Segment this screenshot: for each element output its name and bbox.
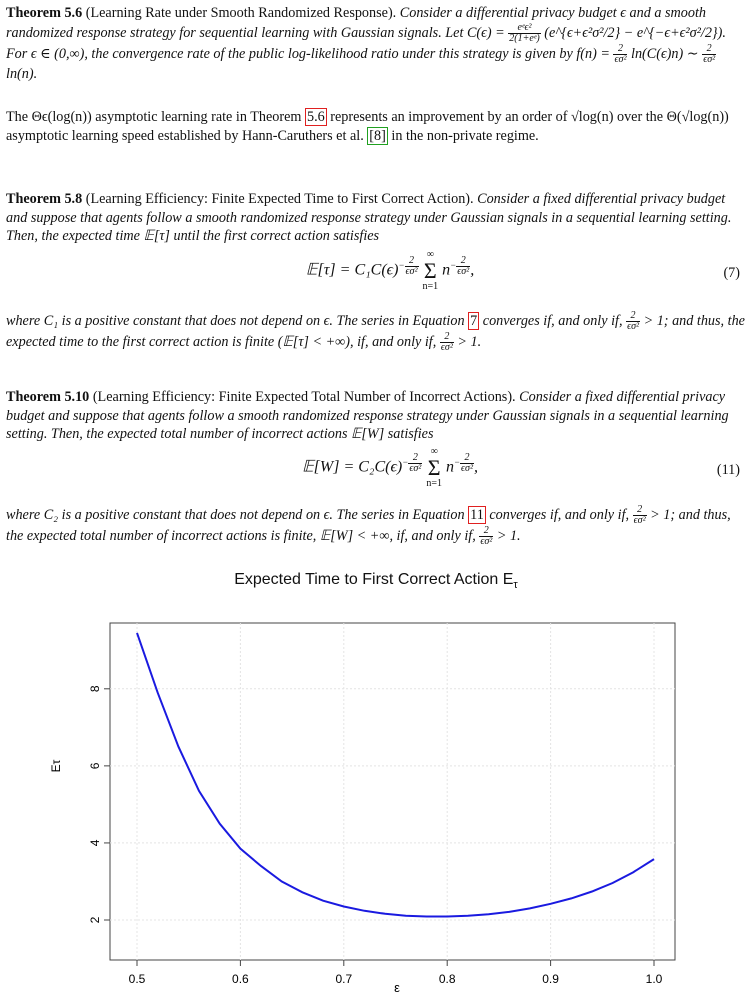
- c-formula: (e^{ϵ+ϵ²σ²/2} − e^{−ϵ+ϵ²σ²/2}).: [544, 24, 726, 41]
- y-tick-label: 4: [88, 839, 103, 847]
- equation-7: 𝔼[τ] = $C_1C(\epsilon)^{- \frac{2}{\text{ϵσ²}}}$ ∞ Σ n=1 $n^{- \frac{2}{\text{ϵσ²}}}$ ,: [305, 249, 475, 292]
- x-tick-label: 0.5: [128, 972, 146, 986]
- series-line-e-tau: [137, 633, 654, 917]
- equation-11-number: (11): [716, 462, 740, 478]
- paragraph-improvement: [6, 108, 746, 145]
- y-tick-label: 2: [88, 916, 103, 924]
- x-tick-label: 1.0: [645, 972, 663, 986]
- equation-11-ref-link[interactable]: 11: [470, 506, 484, 523]
- paragraph-text2: represents an improvement by an order of √log(n) over the Θ(√log(n)) asymptotic learning speed established by Hann-Caruthers et al.: [6, 109, 729, 144]
- theorem-5-10-after: where C₂ is a positive constant that does not depend on ϵ. The series in Equation 11 converges if, and only if, $\frac{2}{\text{ϵσ²}}$ > 1; and thus, the expected total number of incorrect actions is finite, 𝔼[W] < +∞, if, and only if, $\frac{2}{\text{ϵσ²}}$ > 1.: [6, 504, 731, 547]
- f-fraction-2: $\frac{2}{\text{ϵσ²}}$: [703, 42, 716, 65]
- theorem-5-6-text2: For ϵ ∈ (0,∞), the convergence rate of the public log-likelihood ratio under this strategy is given by f(n) =: [6, 45, 610, 62]
- x-axis-label: ε: [394, 980, 400, 995]
- theorem-5-10-text: Consider a fixed differential privacy budget and suppose that agents follow a smooth randomized response strategy under Gaussian signals in a sequential learning setting. Then, the expected total number of incorrect actions 𝔼[W] satisfies: [6, 389, 729, 442]
- theorem-5-8-title: (Learning Efficiency: Finite Expected Time to First Correct Action).: [85, 191, 474, 207]
- theorem-5-10-title: (Learning Efficiency: Finite Expected Total Number of Incorrect Actions).: [92, 389, 516, 405]
- y-tick-label: 6: [88, 762, 103, 770]
- summation: ∞ Σ n=1: [422, 249, 439, 292]
- equation-7-lhs: 𝔼[τ] = C₁C(ϵ): [305, 261, 399, 279]
- equation-11-lhs: 𝔼[W] = C₂C(ϵ): [302, 458, 403, 476]
- y-axis-label: Eτ: [49, 759, 63, 773]
- y-tick-label: 8: [88, 685, 103, 693]
- expected-time-chart: [0, 590, 752, 1000]
- theorem-5-6: [6, 4, 746, 83]
- theorem-5-10: [6, 388, 746, 444]
- citation-link[interactable]: [8]: [369, 127, 386, 144]
- x-tick-label: 0.7: [335, 972, 353, 986]
- paragraph-text1: The Θϵ(log(n)) asymptotic learning rate in Theorem: [6, 109, 302, 125]
- theorem-5-10-head: Theorem 5.10: [6, 389, 90, 405]
- theorem-5-6-text1: Consider a differential privacy budget ϵ and a smooth randomized response strategy for sequential learning with Gaussian signals. Let C(ϵ) =: [6, 5, 707, 41]
- theorem-5-8-head: Theorem 5.8: [6, 191, 83, 207]
- grid-lines: [110, 623, 675, 960]
- equation-11: 𝔼[W] = $C_2C(\epsilon)^{- \frac{2}{\text{ϵσ²}}}$ ∞ Σ n=1 $n^{- \frac{2}{\text{ϵσ²}}}$ ,: [302, 446, 478, 489]
- x-tick-label: 0.9: [542, 972, 559, 986]
- plot-frame: [110, 623, 675, 960]
- summation: ∞ Σ n=1: [426, 446, 442, 489]
- y-axis-ticks: [88, 685, 110, 923]
- equation-7-ref-link[interactable]: 7: [470, 312, 478, 329]
- equation-7-number: (7): [723, 265, 740, 281]
- f-formula-2: ln(n).: [6, 65, 38, 82]
- theorem-5-8: [6, 190, 746, 246]
- theorem-5-8-after: where C₁ is a positive constant that does not depend on ϵ. The series in Equation 7 converges if, and only if, $\frac{2}{\text{ϵσ²}}$ > 1; and thus, the expected time to the first correct action is finite (𝔼[τ] < +∞), if, and only if, $\frac{2}{\text{ϵσ²}}$ > 1.: [6, 310, 745, 353]
- theorem-ref-link[interactable]: 5.6: [306, 109, 325, 125]
- chart-title: Expected Time to First Correct Action $E_\tau$: [234, 571, 518, 592]
- x-tick-label: 0.8: [438, 972, 456, 986]
- f-fraction-1: $\frac{2}{\text{ϵσ²}}$: [614, 42, 627, 65]
- c-fraction: $\frac{\text{eᵉϵ²}}{\text{2(1+eᵉ)}}$: [509, 21, 540, 44]
- paragraph-text3: in the non-private regime.: [391, 127, 539, 144]
- f-formula: ln(C(ϵ)n) ∼: [631, 45, 699, 62]
- theorem-5-6-head: Theorem 5.6: [6, 5, 83, 21]
- theorem-5-8-text: Consider a fixed differential privacy budget and suppose that agents follow a smooth randomized response strategy under Gaussian signals in a sequential learning setting. Then, the expected time 𝔼[τ] until the first correct action satisfies: [6, 191, 732, 244]
- x-tick-label: 0.6: [232, 972, 249, 986]
- theorem-5-6-title: (Learning Rate under Smooth Randomized Response).: [85, 5, 397, 21]
